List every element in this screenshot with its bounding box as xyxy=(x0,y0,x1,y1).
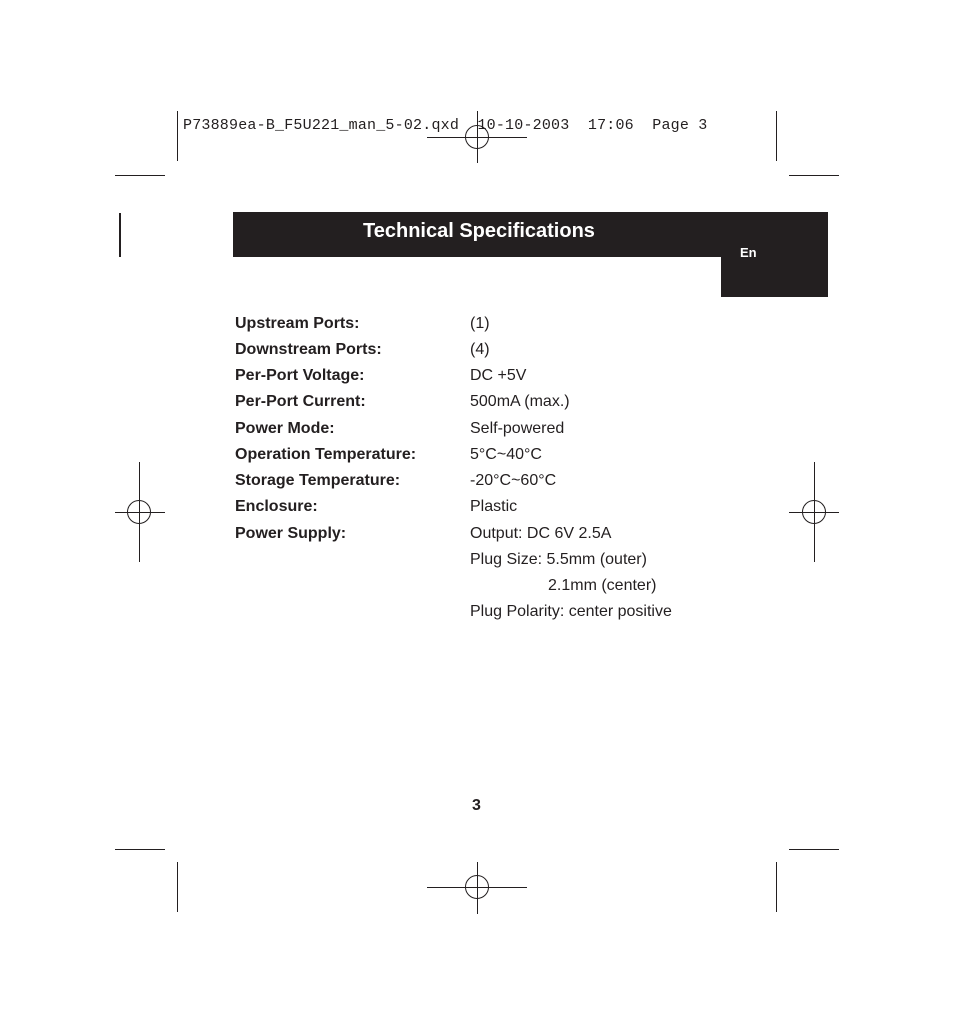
spec-value: Plug Polarity: center positive xyxy=(470,603,672,620)
crop-mark-bottom-left-v xyxy=(177,862,178,912)
spec-row xyxy=(235,446,735,470)
crop-mark-top-left-h xyxy=(115,175,165,176)
registration-target-right xyxy=(789,462,839,562)
crop-mark-bottom-left-h xyxy=(115,849,165,850)
spec-value: -20°C~60°C xyxy=(470,472,557,489)
spec-label: Storage Temperature: xyxy=(235,472,401,489)
spec-value: 5°C~40°C xyxy=(470,446,542,463)
spec-value: (4) xyxy=(470,341,490,358)
spec-value: (1) xyxy=(470,315,490,332)
print-slug: P73889ea-B_F5U221_man_5-02.qxd 10-10-2003 17:06 Page 3 xyxy=(183,117,708,134)
spec-row xyxy=(235,315,735,339)
page-title: Technical Specifications xyxy=(363,220,595,242)
spec-label: Power Mode: xyxy=(235,420,335,437)
spec-row xyxy=(235,525,735,549)
spec-value: 500mA (max.) xyxy=(470,393,570,410)
spec-row xyxy=(235,420,735,444)
spec-row xyxy=(235,498,735,522)
spec-value: Plastic xyxy=(470,498,518,515)
spec-row xyxy=(235,472,735,496)
registration-target-left xyxy=(115,462,165,562)
crop-mark-bottom-right-h xyxy=(789,849,839,850)
bleed-mark-left xyxy=(119,213,121,257)
crop-mark-top-right-h xyxy=(789,175,839,176)
spec-label: Enclosure: xyxy=(235,498,318,515)
spec-value: Output: DC 6V 2.5A xyxy=(470,525,612,542)
spec-label: Per-Port Current: xyxy=(235,393,366,410)
language-tab xyxy=(721,257,828,297)
spec-row xyxy=(235,367,735,391)
spec-row xyxy=(235,577,735,601)
crop-mark-top-right-v xyxy=(776,111,777,161)
spec-row xyxy=(235,603,735,627)
spec-label: Upstream Ports: xyxy=(235,315,360,332)
spec-value: Self-powered xyxy=(470,420,565,437)
spec-label: Operation Temperature: xyxy=(235,446,417,463)
spec-value: DC +5V xyxy=(470,367,527,384)
spec-value: Plug Size: 5.5mm (outer) xyxy=(470,551,647,568)
spec-label: Downstream Ports: xyxy=(235,341,382,358)
spec-label: Per-Port Voltage: xyxy=(235,367,365,384)
language-tab-label: En xyxy=(740,245,757,260)
crop-mark-bottom-right-v xyxy=(776,862,777,912)
crop-mark-top-left-v xyxy=(177,111,178,161)
spec-label: Power Supply: xyxy=(235,525,347,542)
spec-value: 2.1mm (center) xyxy=(548,577,657,594)
spec-row xyxy=(235,393,735,417)
registration-target-bottom xyxy=(427,862,527,914)
spec-row xyxy=(235,341,735,365)
spec-row xyxy=(235,551,735,575)
page-number: 3 xyxy=(472,797,481,814)
